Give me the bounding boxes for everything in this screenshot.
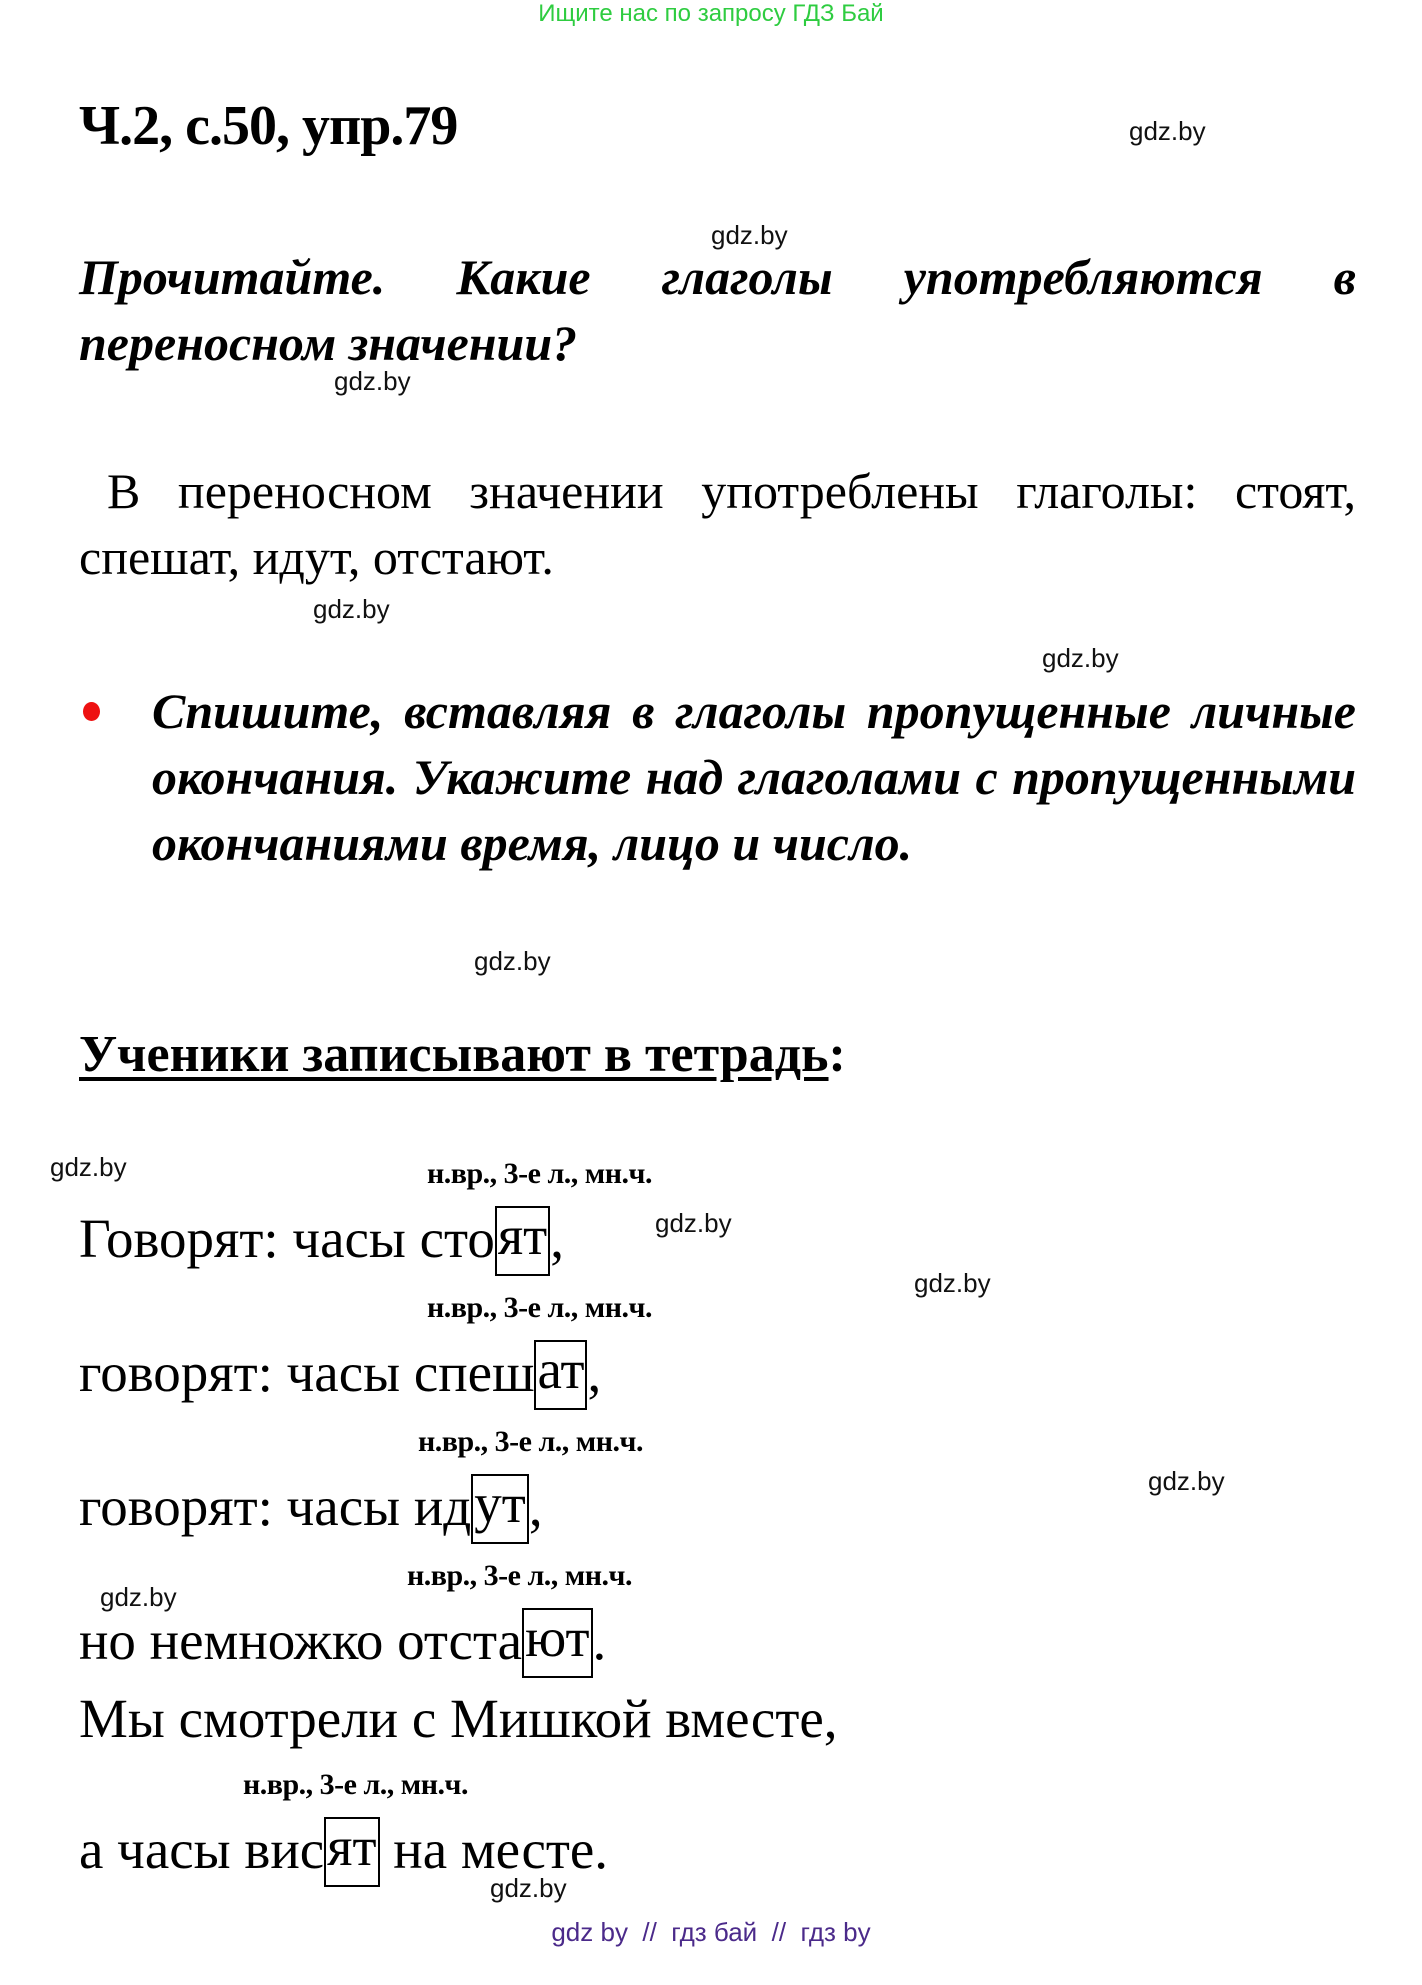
search-hint-banner: Ищите нас по запросу ГДЗ Бай xyxy=(538,0,884,27)
punctuation: , xyxy=(528,1476,543,1537)
watermark: gdz.by xyxy=(490,1873,567,1903)
grammar-annotation: н.вр., 3-е л., мн.ч. xyxy=(407,1559,632,1592)
punctuation: . xyxy=(592,1610,607,1671)
poem-line xyxy=(79,1473,543,1544)
verb-stem: но немножко отста xyxy=(79,1610,523,1671)
poem-line xyxy=(79,1816,609,1887)
ending-box: ат xyxy=(534,1340,587,1410)
watermark: gdz.by xyxy=(655,1208,732,1238)
watermark: gdz.by xyxy=(50,1152,127,1182)
notebook-heading-text: Ученики записывают в тетрадь xyxy=(79,1026,829,1083)
watermark: gdz.by xyxy=(100,1582,177,1612)
punctuation: , xyxy=(550,1208,564,1269)
poem-line xyxy=(79,1205,564,1276)
task-instruction: Спишите, вставляя в глаголы пропущенные личные окончания. Укажите над глаголами с пропущенными окончаниями время, лицо и число. xyxy=(152,683,1356,871)
grammar-annotation: н.вр., 3-е л., мн.ч. xyxy=(427,1157,652,1190)
ending-box: ют xyxy=(522,1608,592,1678)
watermark: gdz.by xyxy=(711,220,788,250)
watermark: gdz.by xyxy=(1129,116,1206,146)
verb-stem: Говорят: часы сто xyxy=(79,1208,495,1269)
poem-text: Мы смотрели с Мишкой вместе, xyxy=(79,1688,838,1749)
answer-paragraph: В переносном значении употреблены глаголы: стоят, спешат, идут, отстают. xyxy=(79,463,1356,585)
ending-box: ят xyxy=(324,1817,379,1887)
watermark: gdz.by xyxy=(313,594,390,624)
ending-box: ят xyxy=(495,1206,550,1276)
verb-stem: а часы вис xyxy=(79,1819,325,1880)
poem-line xyxy=(79,1607,607,1678)
task-question: Прочитайте. Какие глаголы употребляются в переносном значении? xyxy=(79,249,1356,371)
verb-stem: говорят: часы ид xyxy=(79,1476,472,1537)
watermark: gdz.by xyxy=(1042,643,1119,673)
ending-box: ут xyxy=(471,1474,529,1544)
watermark: gdz.by xyxy=(474,946,551,976)
exercise-title: Ч.2, с.50, упр.79 xyxy=(79,95,458,157)
poem-line xyxy=(79,1688,838,1750)
watermark: gdz.by xyxy=(334,366,411,396)
watermark: gdz.by xyxy=(914,1268,991,1298)
notebook-heading xyxy=(79,1024,846,1086)
verb-stem: говорят: часы спеш xyxy=(79,1342,535,1403)
poem-line xyxy=(79,1339,602,1410)
notebook-heading-colon: : xyxy=(828,1026,846,1083)
footer-links: gdz by // гдз бай // гдз by xyxy=(551,1917,871,1947)
watermark: gdz.by xyxy=(1148,1466,1225,1496)
grammar-annotation: н.вр., 3-е л., мн.ч. xyxy=(243,1768,468,1801)
punctuation: , xyxy=(587,1342,602,1403)
bullet-icon xyxy=(83,702,100,721)
grammar-annotation: н.вр., 3-е л., мн.ч. xyxy=(427,1291,652,1324)
grammar-annotation: н.вр., 3-е л., мн.ч. xyxy=(418,1425,643,1458)
poem-text: на месте. xyxy=(379,1819,609,1880)
